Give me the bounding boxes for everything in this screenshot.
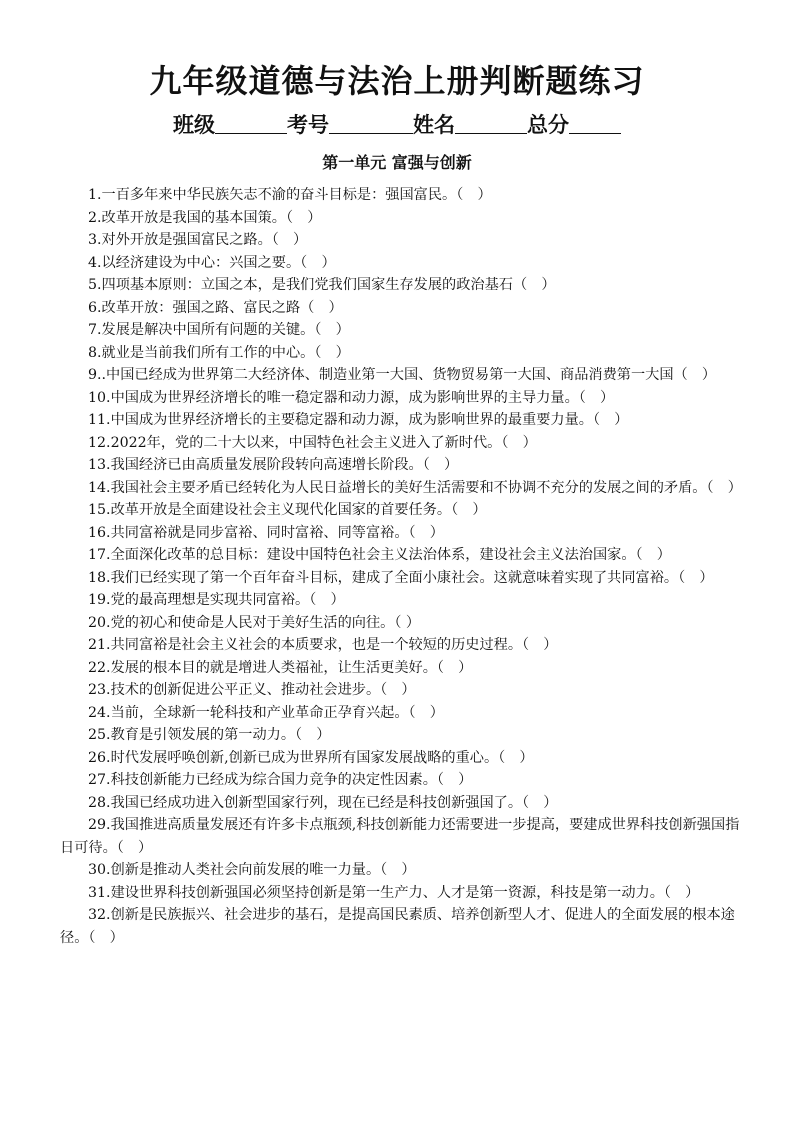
question-item: 30.创新是推动人类社会向前发展的唯一力量。（ ） [88,862,416,878]
question-item: 17.全面深化改革的总目标：建设中国特色社会主义法治体系，建设社会主义法治国家。（ ） [88,547,671,563]
question-item: 31.建设世界科技创新强国必须坚持创新是第一生产力、人才是第一资源，科技是第一动力。（ ） [88,884,700,901]
section-title: 第一单元 富强与创新 [322,153,472,172]
name-blank[interactable] [455,111,527,134]
question-item: 24.当前，全球新一轮科技和产业革命正孕育兴起。（ ） [88,704,444,721]
student-info-row [0,110,794,140]
question-list [60,184,746,949]
name-label: 姓名 [413,113,455,137]
worksheet-title: 九年级道德与法治上册判断题练习 [149,62,645,100]
question-item: 6.改革开放：强国之路、富民之路（ ） [88,299,343,316]
question-item: 11.中国成为世界经济增长的主要稳定器和动力源，成为影响世界的最重要力量。（ ） [88,412,629,428]
total-score-blank[interactable] [569,111,621,134]
question-item: 19.党的最高理想是实现共同富裕。（ ） [88,592,345,608]
question-item: 28.我国已经成功进入创新型国家行列，现在已经是科技创新强国了。（ ） [88,794,558,811]
question-item: 18.我们已经实现了第一个百年奋斗目标，建成了全面小康社会。这就意味着实现了共同富裕。（ ） [88,569,714,586]
question-item: 12.2022年，党的二十大以来，中国特色社会主义进入了新时代。（ ） [88,434,537,451]
question-item: 13.我国经济已由高质量发展阶段转向高速增长阶段。（ ） [88,457,459,473]
question-item: 23.技术的创新促进公平正义、推动社会进步。（ ） [88,682,416,698]
question-item: 29.我国推进高质量发展还有许多卡点瓶颈,科技创新能力还需要进一步提高，要建成世界科技创新强国指日可待。（ ） [60,817,740,856]
question-item: 22.发展的根本目的就是增进人类福祉，让生活更美好。（ ） [88,659,473,676]
question-item: 3.对外开放是强国富民之路。（ ） [88,232,308,248]
question-item: 4.以经济建设为中心：兴国之要。（ ） [88,254,336,271]
class-label: 班级 [173,113,215,137]
question-item: 20.党的初心和使命是人民对于美好生活的向往。（ ） [88,614,421,631]
exam-number-blank[interactable] [329,111,413,134]
question-item: 25.教育是引领发展的第一动力。（ ） [88,727,331,743]
exam-number-label: 考号 [287,113,329,137]
question-item: 32.创新是民族振兴、社会进步的基石，是提高国民素质、培养创新型人才、促进人的全面发展的根本途径。（ ） [60,907,735,946]
class-blank[interactable] [215,111,287,134]
question-item: 16.共同富裕就是同步富裕、同时富裕、同等富裕。（ ） [88,524,444,541]
question-item: 2.改革开放是我国的基本国策。（ ） [88,209,322,226]
question-item: 15.改革开放是全面建设社会主义现代化国家的首要任务。（ ） [88,502,487,518]
question-item: 21.共同富裕是社会主义社会的本质要求，也是一个较短的历史过程。（ ） [88,637,558,653]
question-item: 7.发展是解决中国所有问题的关键。（ ） [88,322,350,338]
question-item: 9..中国已经成为世界第二大经济体、制造业第一大国、货物贸易第一大国、商品消费第一大国（ ） [88,367,717,383]
question-item: 26.时代发展呼唤创新,创新已成为世界所有国家发展战略的重心。（ ） [88,749,534,766]
question-item: 8.就业是当前我们所有工作的中心。（ ） [88,344,350,361]
total-score-label: 总分 [527,113,569,137]
question-item: 14.我国社会主要矛盾已经转化为人民日益增长的美好生活需要和不协调不充分的发展之间的矛盾。（ ） [88,479,742,496]
question-item: 10.中国成为世界经济增长的唯一稳定器和动力源，成为影响世界的主导力量。（ ） [88,389,615,406]
question-item: 1.一百多年来中华民族矢志不渝的奋斗目标是：强国富民。（ ） [88,187,492,203]
question-item: 5.四项基本原则：立国之本，是我们党我们国家生存发展的政治基石（ ） [88,277,556,293]
question-item: 27.科技创新能力已经成为综合国力竞争的决定性因素。（ ） [88,772,473,788]
